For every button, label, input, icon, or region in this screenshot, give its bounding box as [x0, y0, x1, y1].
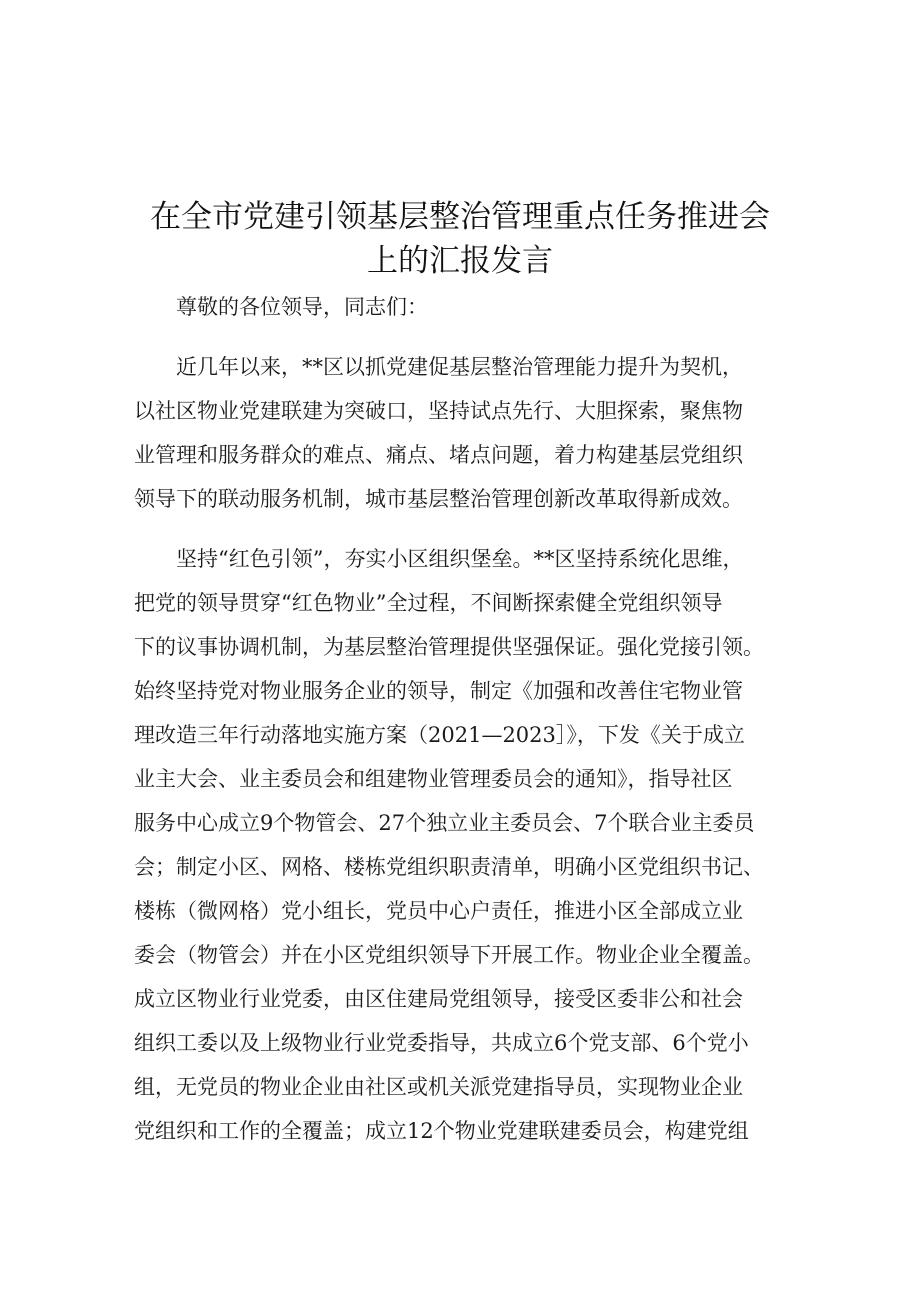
paragraph-line: 楼栋（微网格）党小组长，党员中心户责任，推进小区全部成立业 [134, 899, 743, 923]
paragraph-line: 业主大会、业主委员会和组建物业管理委员会的通知》，指导社区 [134, 767, 733, 791]
paragraph-line: 会；制定小区、网格、楼栋党组织职责清单，明确小区党组织书记、 [134, 855, 764, 879]
paragraph-line: 委会（物管会）并在小区党组织领导下开展工作。物业企业全覆盖。 [134, 943, 764, 967]
paragraph-line: 以社区物业党建联建为突破口，坚持试点先行、大胆探索，聚焦物 [134, 399, 743, 423]
paragraph-line: 业管理和服务群众的难点、痛点、堵点问题，着力构建基层党组织 [134, 443, 743, 467]
paragraph-line: 组织工委以及上级物业行业党委指导，共成立6个党支部、6个党小 [134, 1031, 749, 1055]
paragraph-line: 组，无党员的物业企业由社区或机关派党建指导员，实现物业企业 [134, 1075, 743, 1099]
paragraph-line: 下的议事协调机制，为基层整治管理提供坚强保证。强化党接引领。 [134, 635, 764, 659]
title-line-2: 上的汇报发言 [367, 243, 553, 279]
paragraph-line: 领导下的联动服务机制，城市基层整治管理创新改革取得新成效。 [134, 487, 743, 511]
document-title [120, 195, 800, 283]
paragraph-line: 近几年以来，**区以抓党建促基层整治管理能力提升为契机， [176, 355, 743, 379]
paragraph-line: 服务中心成立9个物管会、27个独立业主委员会、7个联合业主委员 [134, 811, 755, 835]
paragraph-line: 把党的领导贯穿“红色物业”全过程，不间断探索健全党组织领导 [134, 591, 723, 615]
paragraph-line: 理改造三年行动落地实施方案（2021—2023］》，下发《关于成立 [134, 723, 745, 747]
salutation: 尊敬的各位领导，同志们： [176, 295, 428, 319]
paragraph-line: 坚持“红色引领”，夯实小区组织堡垒。**区坚持系统化思维， [176, 547, 744, 571]
paragraph-2 [134, 537, 796, 1153]
paragraph-line: 党组织和工作的全覆盖；成立12个物业党建联建委员会，构建党组 [134, 1119, 749, 1143]
paragraph-1 [134, 345, 796, 521]
paragraph-line: 始终坚持党对物业服务企业的领导，制定《加强和改善住宅物业管 [134, 679, 743, 703]
title-line-1: 在全市党建引领基层整治管理重点任务推进会 [150, 199, 770, 235]
document-body [134, 285, 796, 1153]
paragraph-line: 成立区物业行业党委，由区住建局党组领导，接受区委非公和社会 [134, 987, 743, 1011]
